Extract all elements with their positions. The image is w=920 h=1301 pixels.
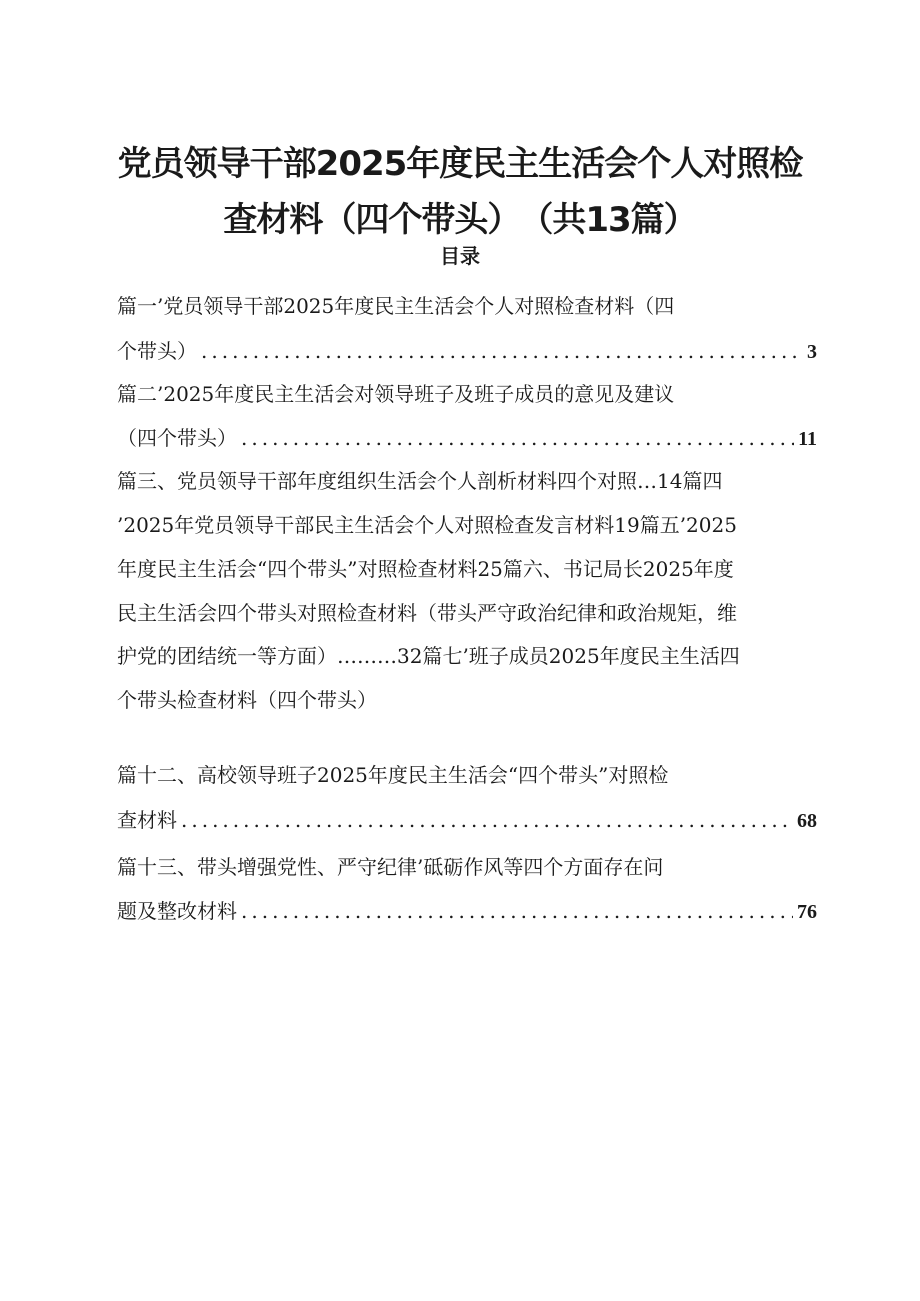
toc-block-line-4: 民主生活会四个带头对照检查材料（带头严守政治纪律和政治规矩，维: [117, 601, 737, 625]
toc-entry-2-line-1: 篇二’2025年度民主生活会对领导班子及班子成员的意见及建议: [117, 382, 675, 406]
toc-entry-12-line-1: 篇十二、高校领导班子2025年度民主生活会“四个带头”对照检: [117, 763, 669, 787]
toc-entry-2-page: 11: [798, 428, 817, 450]
toc-entry-13-leader: [117, 897, 817, 925]
toc-block-line-1: 篇三、党员领导干部年度组织生活会个人剖析材料四个对照…14篇四: [117, 469, 723, 493]
toc-entry-12-line-2: 查材料: [117, 808, 177, 832]
dot-leader: [181, 806, 793, 834]
toc-block-line-3: 年度民主生活会“四个带头”对照检查材料25篇六、书记局长2025年度: [117, 557, 734, 581]
toc-block-line-6: 个带头检查材料（四个带头）: [117, 688, 377, 712]
toc-entry-2-leader: [117, 424, 817, 452]
document-title-line-2: 查材料（四个带头） （共13篇）: [223, 200, 697, 240]
toc-entry-13-page: 76: [797, 901, 817, 923]
toc-block-line-2: ’2025年党员领导干部民主生活会个人对照检查发言材料19篇五’2025: [117, 513, 737, 537]
toc-entry-1-page: 3: [807, 341, 817, 363]
dot-leader: [241, 897, 793, 925]
toc-entry-1-line-2: 个带头）: [117, 339, 197, 363]
toc-entry-12-page: 68: [797, 810, 817, 832]
dot-leader: [241, 424, 794, 452]
toc-entry-13-line-1: 篇十三、带头增强党性、严守纪律’砥砺作风等四个方面存在问: [117, 855, 664, 879]
toc-entry-13-line-2: 题及整改材料: [117, 899, 237, 923]
toc-entry-12-leader: [117, 806, 817, 834]
dot-leader: [201, 337, 803, 365]
toc-entry-1-line-1: 篇一’党员领导干部2025年度民主生活会个人对照检查材料（四: [117, 294, 675, 318]
toc-entry-1-leader: [117, 337, 817, 365]
toc-heading: 目录: [440, 244, 480, 268]
toc-entry-2-line-2: （四个带头）: [117, 426, 237, 450]
toc-block-line-5: 护党的团结统一等方面）………32篇七’班子成员2025年度民主生活四: [117, 644, 740, 668]
document-title-line-1: 党员领导干部2025年度民主生活会个人对照检: [117, 144, 803, 184]
